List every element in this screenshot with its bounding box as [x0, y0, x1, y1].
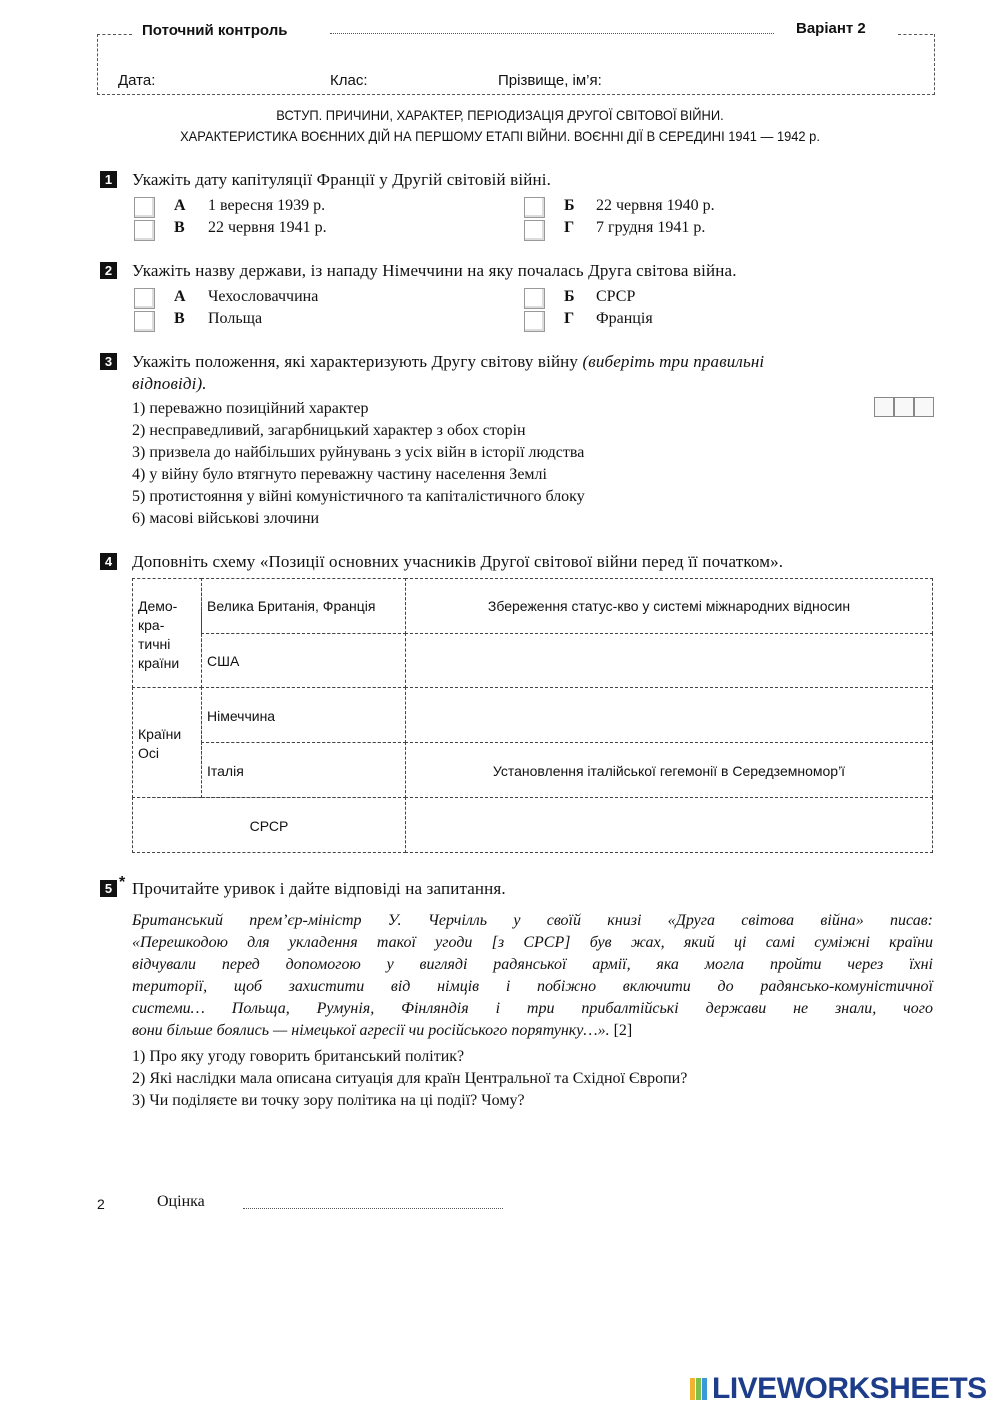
topic-line-1: ВСТУП. ПРИЧИНИ, ХАРАКТЕР, ПЕРІОДИЗАЦІЯ ДРУГОЇ СВІТОВОЇ ВІЙНИ. — [276, 107, 724, 123]
q1-option-letter: Б — [564, 197, 575, 214]
question-number-2: 2 — [100, 262, 117, 279]
q3-item: 4) у війну було втягнуто переважну частину населення Землі — [132, 466, 547, 483]
q3-answer-box-3[interactable] — [914, 397, 934, 417]
q3-answer-box-1[interactable] — [874, 397, 894, 417]
q1-option-text: 22 червня 1941 р. — [208, 219, 327, 236]
question-number-5: 5 — [100, 880, 117, 897]
q2-option-letter: Б — [564, 288, 575, 305]
question-number-4: 4 — [100, 553, 117, 570]
variant-label: Варіант 2 — [784, 20, 878, 37]
q2-option-text: Чехословаччина — [208, 288, 319, 305]
question-3-hint: (виберіть три правильні — [582, 352, 765, 371]
q2-option-letter: А — [174, 288, 186, 305]
q3-answer-box-2[interactable] — [894, 397, 914, 417]
q2-option-text: Польща — [208, 310, 263, 327]
q3-item: 5) протистояння у війні комуністичного та капіталістичного блоку — [132, 488, 585, 505]
table-country: СРСР — [249, 818, 289, 834]
quote-line: Британський прем’єр-міністр У. Черчілль у своїй книзі «Друга світова війна» писав: — [132, 912, 933, 929]
q5-question: 1) Про яку угоду говорить британський політик? — [132, 1048, 465, 1065]
q1-option-text: 22 червня 1940 р. — [596, 197, 715, 214]
question-4-text: Доповніть схему «Позиції основних учасників Другої світової війни перед її початком». — [132, 552, 784, 571]
group-label-line: країни — [138, 655, 180, 671]
class-label: Клас: — [330, 72, 368, 89]
q1-option-letter: В — [174, 219, 185, 236]
header-dotted-line — [330, 33, 774, 34]
quote-line: відчували перед допомогою у вигляді радянської армії, яка могла пройти через їхні — [132, 956, 933, 973]
date-label: Дата: — [118, 72, 156, 89]
grade-label: Оцінка — [157, 1193, 205, 1210]
q1-checkbox-b[interactable] — [524, 197, 545, 218]
table-country: Велика Британія, Франція — [207, 598, 376, 614]
table-position-answer-germany[interactable] — [405, 687, 933, 743]
quote-score: [2] — [613, 1022, 633, 1039]
table-group-cell-axis — [132, 687, 202, 798]
table-country: Італія — [207, 763, 244, 779]
q2-checkbox-v[interactable] — [134, 311, 155, 332]
q2-option-text: СРСР — [596, 288, 636, 305]
header-top-left — [97, 34, 132, 35]
question-5-text: Прочитайте уривок і дайте відповіді на запитання. — [132, 879, 506, 898]
quote-line: території, щоб захистити від німців і побіжно включити до радянсько-комуністичної — [132, 978, 933, 995]
group-label-line: Осі — [138, 745, 159, 761]
q2-checkbox-b[interactable] — [524, 288, 545, 309]
q5-question: 2) Які наслідки мала описана ситуація для країн Центральної та Східної Європи? — [132, 1070, 688, 1087]
name-label: Прізвище, ім’я: — [498, 72, 602, 89]
page-number: 2 — [97, 1196, 105, 1212]
table-group-cell-democratic — [132, 578, 202, 688]
q3-item: 1) переважно позиційний характер — [132, 400, 369, 417]
table-position-answer-usa[interactable] — [405, 633, 933, 688]
quote-last-line — [132, 1022, 632, 1040]
header-title: Поточний контроль — [132, 22, 297, 39]
q2-checkbox-g[interactable] — [524, 311, 545, 332]
quote-line: «Перешкодою для укладення такої угоди [з СРСР] був жах, який ці самі суміжні країни — [132, 934, 933, 951]
liveworksheets-logo-icon — [690, 1378, 708, 1400]
quote-line: вони більше боялись — німецької агресії чи російського порятунку…». — [132, 1022, 610, 1039]
q3-item: 3) призвела до найбільших руйнувань з усіх війн в історії людства — [132, 444, 585, 461]
q1-checkbox-a[interactable] — [134, 197, 155, 218]
question-number-3: 3 — [100, 353, 117, 370]
header-top-right — [898, 34, 933, 35]
group-label-line: кра- — [138, 617, 165, 633]
q3-item: 2) несправедливий, загарбницький характер з обох сторін — [132, 422, 526, 439]
table-position: Установлення італійської гегемонії в Середземномор’ї — [492, 763, 846, 779]
question-1-text: Укажіть дату капітуляції Франції у Другій світовій війні. — [132, 170, 551, 189]
table-country: США — [207, 653, 240, 669]
question-2-text: Укажіть назву держави, із нападу Німеччини на яку почалась Друга світова війна. — [132, 261, 737, 280]
grade-input-line[interactable] — [243, 1208, 503, 1209]
q3-item: 6) масові військові злочини — [132, 510, 320, 527]
topic-line-2: ХАРАКТЕРИСТИКА ВОЄННИХ ДІЙ НА ПЕРШОМУ ЕТАПІ ВІЙНИ. ВОЄННІ ДІЇ В СЕРЕДИНІ 1941 — 1942 р. — [180, 128, 820, 144]
table-position: Збереження статус-кво у системі міжнародних відносин — [487, 598, 851, 614]
question-number-1: 1 — [100, 171, 117, 188]
q2-checkbox-a[interactable] — [134, 288, 155, 309]
question-3-text: Укажіть положення, які характеризують Другу світову війну — [132, 352, 579, 371]
q1-option-letter: Г — [564, 219, 575, 236]
q2-option-letter: Г — [564, 310, 575, 327]
group-label-line: тичні — [138, 636, 171, 652]
liveworksheets-logo: LIVEWORKSHEETS — [712, 1372, 987, 1405]
group-label-line: Країни — [138, 726, 182, 742]
q1-checkbox-v[interactable] — [134, 220, 155, 241]
q2-option-letter: В — [174, 310, 185, 327]
question-5-star: * — [119, 874, 126, 891]
group-label-line: Демо- — [138, 598, 178, 614]
q2-option-text: Франція — [596, 310, 653, 327]
q1-option-text: 1 вересня 1939 р. — [208, 197, 326, 214]
q1-option-text: 7 грудня 1941 р. — [596, 219, 706, 236]
q1-option-letter: А — [174, 197, 186, 214]
quote-line: системи… Польща, Румунія, Фінляндія і три прибалтійські держави не знали, чого — [132, 1000, 933, 1017]
q1-checkbox-g[interactable] — [524, 220, 545, 241]
table-country: Німеччина — [207, 708, 276, 724]
question-3-hint-cont: відповіді). — [132, 374, 207, 393]
question-3-line — [132, 352, 764, 372]
q5-question: 3) Чи поділяєте ви точку зору політика на ці події? Чому? — [132, 1092, 525, 1109]
table-position-answer-ussr[interactable] — [405, 797, 933, 853]
